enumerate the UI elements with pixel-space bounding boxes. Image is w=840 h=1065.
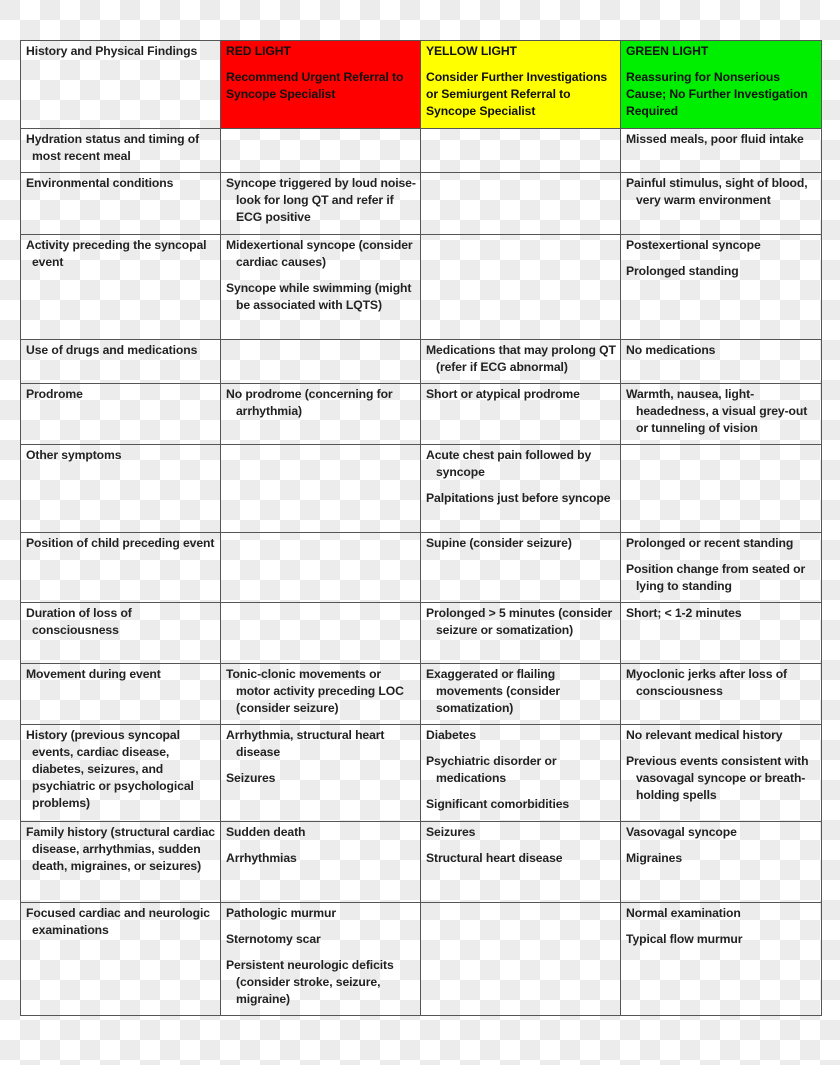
yellow-light-title: YELLOW LIGHT [426, 44, 517, 58]
red-light-item: Seizures [226, 771, 276, 785]
table-row [21, 903, 822, 1016]
table-row [21, 603, 822, 664]
red-light-item: Arrhythmia, structural heart disease [226, 728, 385, 759]
finding-label: Position of child preceding event [26, 536, 215, 550]
red-light-item: No prodrome (concerning for arrhythmia) [226, 387, 393, 418]
red-light-cell [221, 903, 421, 1016]
finding-cell [21, 340, 221, 384]
red-light-item: Pathologic murmur [226, 906, 337, 920]
green-light-item: Typical flow murmur [626, 932, 743, 946]
red-light-cell [221, 445, 421, 533]
yellow-light-item: Prolonged > 5 minutes (consider seizure or somatization) [426, 606, 613, 637]
red-light-cell [221, 603, 421, 664]
header-red-light [221, 41, 421, 129]
yellow-light-cell [421, 445, 621, 533]
red-light-cell [221, 384, 421, 445]
finding-cell [21, 725, 221, 822]
finding-label: Environmental conditions [26, 176, 174, 190]
yellow-light-cell [421, 903, 621, 1016]
green-light-item: Missed meals, poor fluid intake [626, 132, 804, 146]
green-light-cell [621, 533, 822, 603]
green-light-cell [621, 235, 822, 340]
finding-label: Use of drugs and medications [26, 343, 198, 357]
finding-cell [21, 533, 221, 603]
header-green-light [621, 41, 822, 129]
table-row [21, 725, 822, 822]
yellow-light-cell [421, 129, 621, 173]
finding-label: Focused cardiac and neurologic examinations [26, 906, 210, 937]
red-light-subtitle: Recommend Urgent Referral to Syncope Specialist [226, 70, 404, 101]
red-light-item: Persistent neurologic deficits (consider stroke, seizure, migraine) [226, 958, 394, 1006]
green-light-item: Position change from seated or lying to standing [626, 562, 806, 593]
finding-label: Movement during event [26, 667, 161, 681]
yellow-light-item: Significant comorbidities [426, 797, 570, 811]
yellow-light-cell [421, 603, 621, 664]
yellow-light-cell [421, 235, 621, 340]
finding-label: Duration of loss of consciousness [26, 606, 132, 637]
table-row [21, 664, 822, 725]
red-light-item: Syncope triggered by loud noise-look for long QT and refer if ECG positive [226, 176, 416, 224]
green-light-cell [621, 664, 822, 725]
yellow-light-item: Exaggerated or flailing movements (consider somatization) [426, 667, 561, 715]
red-light-title: RED LIGHT [226, 44, 291, 58]
syncope-triage-table [20, 40, 822, 1016]
green-light-cell [621, 603, 822, 664]
green-light-cell [621, 822, 822, 903]
red-light-item: Midexertional syncope (consider cardiac causes) [226, 238, 413, 269]
yellow-light-cell [421, 725, 621, 822]
green-light-item: Prolonged standing [626, 264, 739, 278]
red-light-cell [221, 533, 421, 603]
red-light-cell [221, 235, 421, 340]
yellow-light-item: Medications that may prolong QT (refer if ECG abnormal) [426, 343, 616, 374]
green-light-item: Normal examination [626, 906, 741, 920]
red-light-cell [221, 822, 421, 903]
green-light-item: Migraines [626, 851, 682, 865]
red-light-cell [221, 340, 421, 384]
finding-label: Hydration status and timing of most recent meal [26, 132, 200, 163]
red-light-cell [221, 664, 421, 725]
finding-cell [21, 384, 221, 445]
table-row [21, 340, 822, 384]
green-light-item: Vasovagal syncope [626, 825, 737, 839]
header-yellow-light [421, 41, 621, 129]
finding-cell [21, 445, 221, 533]
table-row [21, 533, 822, 603]
green-light-item: No relevant medical history [626, 728, 783, 742]
green-light-title: GREEN LIGHT [626, 44, 709, 58]
green-light-cell [621, 173, 822, 235]
red-light-item: Syncope while swimming (might be associated with LQTS) [226, 281, 412, 312]
yellow-light-item: Seizures [426, 825, 476, 839]
header-row [21, 41, 822, 129]
yellow-light-cell [421, 822, 621, 903]
yellow-light-cell [421, 340, 621, 384]
finding-cell [21, 129, 221, 173]
yellow-light-item: Palpitations just before syncope [426, 491, 611, 505]
yellow-light-subtitle: Consider Further Investigations or Semiurgent Referral to Syncope Specialist [426, 70, 608, 118]
finding-cell [21, 173, 221, 235]
green-light-item: Painful stimulus, sight of blood, very warm environment [626, 176, 808, 207]
yellow-light-item: Short or atypical prodrome [426, 387, 580, 401]
green-light-cell [621, 384, 822, 445]
green-light-cell [621, 725, 822, 822]
yellow-light-item: Structural heart disease [426, 851, 563, 865]
red-light-cell [221, 129, 421, 173]
green-light-subtitle: Reassuring for Nonserious Cause; No Further Investigation Required [626, 70, 808, 118]
green-light-item: Previous events consistent with vasovagal syncope or breath-holding spells [626, 754, 809, 802]
red-light-cell [221, 173, 421, 235]
yellow-light-item: Diabetes [426, 728, 477, 742]
yellow-light-cell [421, 173, 621, 235]
header-findings [21, 41, 221, 129]
table-row [21, 384, 822, 445]
green-light-item: Short; < 1-2 minutes [626, 606, 742, 620]
yellow-light-item: Supine (consider seizure) [426, 536, 572, 550]
red-light-item: Sudden death [226, 825, 306, 839]
yellow-light-cell [421, 664, 621, 725]
finding-label: Other symptoms [26, 448, 122, 462]
yellow-light-item: Psychiatric disorder or medications [426, 754, 557, 785]
table-row [21, 235, 822, 340]
table-row [21, 822, 822, 903]
finding-cell [21, 235, 221, 340]
red-light-item: Sternotomy scar [226, 932, 321, 946]
table-row [21, 129, 822, 173]
green-light-cell [621, 445, 822, 533]
green-light-item: Prolonged or recent standing [626, 536, 794, 550]
header-findings-label: History and Physical Findings [26, 44, 198, 58]
finding-cell [21, 664, 221, 725]
finding-cell [21, 903, 221, 1016]
green-light-item: Warmth, nausea, light-headedness, a visual grey-out or tunneling of vision [626, 387, 808, 435]
green-light-cell [621, 903, 822, 1016]
finding-cell [21, 822, 221, 903]
finding-cell [21, 603, 221, 664]
yellow-light-item: Acute chest pain followed by syncope [426, 448, 592, 479]
finding-label: Activity preceding the syncopal event [26, 238, 207, 269]
yellow-light-cell [421, 384, 621, 445]
red-light-cell [221, 725, 421, 822]
green-light-cell [621, 340, 822, 384]
green-light-item: Postexertional syncope [626, 238, 761, 252]
yellow-light-cell [421, 533, 621, 603]
red-light-item: Arrhythmias [226, 851, 297, 865]
table-row [21, 173, 822, 235]
green-light-item: No medications [626, 343, 716, 357]
green-light-item: Myoclonic jerks after loss of consciousness [626, 667, 788, 698]
finding-label: Prodrome [26, 387, 83, 401]
green-light-cell [621, 129, 822, 173]
finding-label: History (previous syncopal events, cardiac disease, diabetes, seizures, and psychiatric or psychological problems) [26, 728, 194, 810]
table-row [21, 445, 822, 533]
red-light-item: Tonic-clonic movements or motor activity preceding LOC (consider seizure) [226, 667, 404, 715]
finding-label: Family history (structural cardiac disease, arrhythmias, sudden death, migraines, or seizures) [26, 825, 215, 873]
